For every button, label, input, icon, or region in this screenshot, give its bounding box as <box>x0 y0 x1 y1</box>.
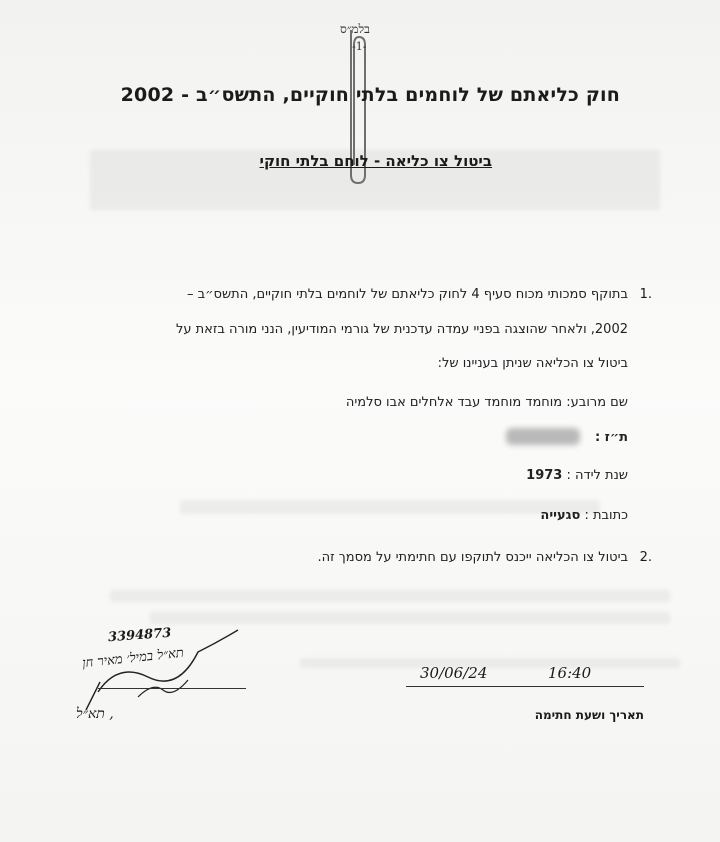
clause-number: .1 <box>639 287 652 302</box>
classification-marking: בלמ״ס <box>340 22 370 36</box>
signature-name: תא״ל במיל׳ מאיר חן <box>81 645 185 672</box>
id-label: ת״ז : <box>594 430 628 445</box>
clause-number: .2 <box>639 550 652 565</box>
address-row <box>540 508 628 523</box>
page-number: -1- <box>352 40 367 53</box>
name-label: שם מרובע: <box>566 395 628 410</box>
name-value: מוחמד מוחמד עבד אלחלים אבו סלמיה <box>345 395 563 410</box>
name-row <box>346 395 628 410</box>
signature-time: 16:40 <box>548 664 592 682</box>
clause-line: ביטול צו הכליאה ייכנס לתוקפו עם חתימתי על מסמך זה. <box>317 550 628 565</box>
clause-line: בתוקף סמכותי מכוח סעיף 4 לחוק כליאתם של לוחמים בלתי חוקיים, התשס״ב – <box>186 287 628 302</box>
document-subtitle: ביטול צו כליאה - לוחם בלתי חוקי <box>259 152 492 170</box>
date-time-caption: תאריך ושעת חתימה <box>534 708 644 722</box>
address-label: כתובת : <box>584 508 628 523</box>
signature-line <box>98 688 246 689</box>
birth-value: 1973 <box>526 468 563 483</box>
signature-number: 3394873 <box>107 625 172 646</box>
address-value: סגעייה <box>540 508 581 523</box>
show-through-artifact <box>110 590 670 602</box>
clause-line: ביטול צו הכליאה שניתן בעניינו של: <box>437 356 628 371</box>
signature-rank: , תא״ל <box>76 706 114 722</box>
document-title: חוק כליאתם של לוחמים בלתי חוקיים, התשס״ב - 2002 <box>120 84 620 106</box>
show-through-artifact <box>300 658 680 668</box>
show-through-artifact <box>180 500 600 514</box>
date-line <box>406 686 644 687</box>
clause-line: 2002, ולאחר שהוצגה בפניי עמדה עדכנית של גורמי המודיעין, הנני מורה בזאת על <box>175 322 628 337</box>
birth-label: שנת לידה : <box>566 468 628 483</box>
birth-row <box>526 468 628 483</box>
signature-scribble-icon <box>78 622 248 712</box>
redacted-id-value <box>506 428 580 445</box>
signature-date: 30/06/24 <box>420 664 488 682</box>
